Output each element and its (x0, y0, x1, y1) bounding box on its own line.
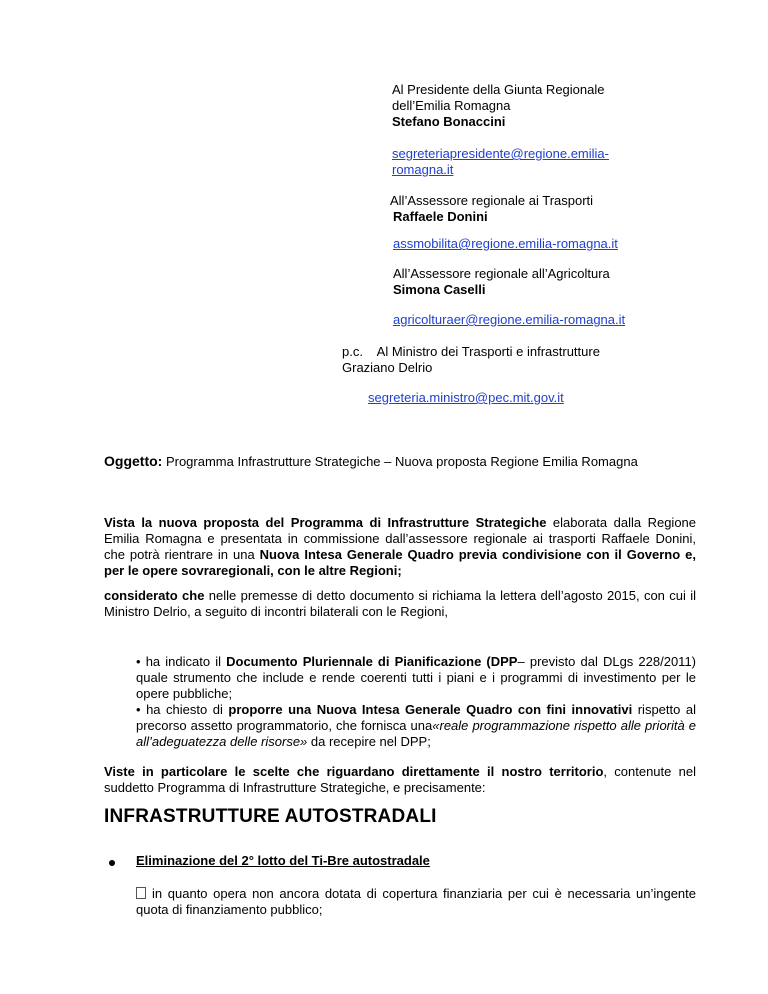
p3-text1: ha indicato il (145, 654, 227, 669)
p3-bullet: • (136, 654, 146, 669)
p1-bold-end: Nuova Intesa Generale Quadro previa condivisione con il Governo e, per le opere sovraregionali, con le altre Regioni; (104, 547, 696, 578)
p4-bold: proporre una Nuova Intesa Generale Quadro con fini innovativi (228, 702, 633, 717)
paragraph-considerato (104, 588, 696, 620)
p4-italic-quote: «reale programmazione rispetto alle priorità e all’adeguatezza delle risorse» (136, 718, 697, 749)
president-email-link[interactable]: segreteriapresidente@regione.emilia- (392, 146, 609, 161)
p3-bold: Documento Pluriennale di Pianificazione (DPP (226, 654, 518, 669)
recipient-agriculture-title: All’Assessore regionale all’Agricoltura (393, 266, 610, 281)
subject-line (104, 452, 638, 471)
section-item-text: in quanto opera non ancora dotata di copertura finanziaria per cui è necessaria un’ingente quota di finanziamento pubblico; (136, 886, 696, 917)
section-heading: INFRASTRUTTURE AUTOSTRADALI (104, 806, 437, 827)
p4-text2: rispetto al precorso assetto programmatorio, che fornisca una (136, 702, 696, 733)
p4-text3: da recepire nel DPP; (307, 734, 431, 749)
recipient-agriculture-name: Simona Caselli (393, 282, 486, 297)
minister-email-link[interactable]: segreteria.ministro@pec.mit.gov.it (368, 390, 564, 405)
subject-label: Oggetto: (104, 453, 163, 469)
recipient-transport-title: All’Assessore regionale ai Trasporti (390, 193, 594, 208)
p3-text2: – previsto dal DLgs 228/2011) quale strumento che include e rende coerenti tutti i piani e i programmi di investimento per le opere pubbliche; (136, 654, 697, 701)
p2-text: nelle premesse di detto documento si richiama la lettera dell’agosto 2015, con cui il Ministro Delrio, a seguito di incontri bilaterali con le Regioni, (104, 588, 696, 619)
p1-text: elaborata dalla Regione Emilia Romagna e presentata in commissione dall’assessore regionale ai trasporti Raffaele Donini, che potrà rientrare in una (104, 515, 697, 562)
subject-text: Programma Infrastrutture Strategiche – Nuova proposta Regione Emilia Romagna (165, 454, 638, 469)
cc-minister-name: Graziano Delrio (342, 360, 433, 375)
p2-bold: considerato che (104, 588, 205, 603)
president-email-link-continued[interactable]: romagna.it (392, 162, 454, 177)
recipient-transport-name: Raffaele Donini (393, 209, 488, 224)
paragraph-intesa (136, 702, 696, 750)
p5-bold: Viste in particolare le scelte che riguardano direttamente il nostro territorio (104, 764, 604, 779)
p4-bullet: • (136, 702, 147, 717)
section-item-description (136, 886, 696, 918)
p4-text1: ha chiesto di (146, 702, 229, 717)
transport-email-link[interactable]: assmobilita@regione.emilia-romagna.it (393, 236, 618, 251)
p1-bold-intro: Vista la nuova proposta del Programma di Infrastrutture Strategiche (104, 515, 547, 530)
bullet-dot-icon (109, 860, 115, 866)
p5-text: , contenute nel suddetto Programma di Infrastrutture Strategiche, e precisamente: (104, 764, 696, 795)
cc-minister-title: p.c. Al Ministro dei Trasporti e infrastrutture (342, 344, 600, 359)
recipient-president-region: dell’Emilia Romagna (392, 98, 511, 113)
paragraph-vista (104, 515, 696, 579)
checkbox-glyph-icon (136, 887, 146, 899)
paragraph-viste (104, 764, 696, 796)
recipient-president-name: Stefano Bonaccini (392, 114, 506, 129)
agriculture-email-link[interactable]: agricolturaer@regione.emilia-romagna.it (393, 312, 626, 327)
recipient-president-title: Al Presidente della Giunta Regionale (392, 82, 605, 97)
section-item-title: Eliminazione del 2° lotto del Ti-Bre autostradale (136, 853, 430, 868)
paragraph-dpp (136, 654, 696, 702)
